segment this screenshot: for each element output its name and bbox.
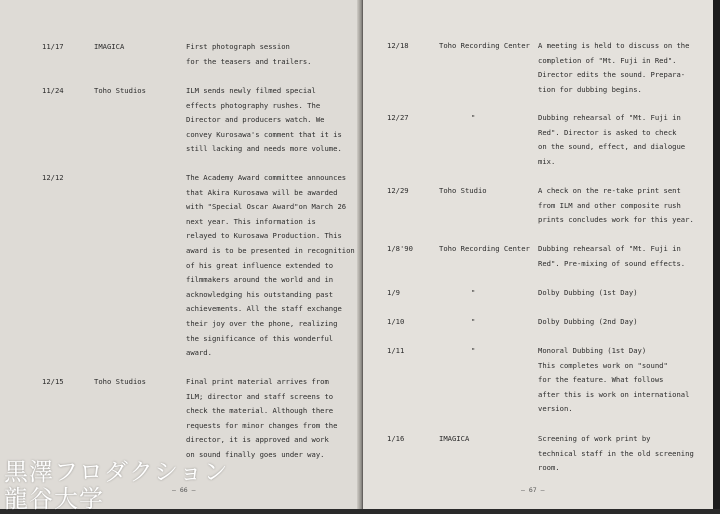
entry-description <box>538 39 689 97</box>
entry-description <box>538 286 638 301</box>
entry-description <box>186 84 342 157</box>
entry-description <box>538 242 685 271</box>
description-line: check the material. Although there <box>186 406 334 416</box>
description-line: next year. This information is <box>186 216 316 226</box>
entry-date: 12/27 <box>387 113 409 122</box>
entry-place: IMAGICA <box>94 42 125 51</box>
description-line: Screening of work print by <box>538 434 651 443</box>
description-line: their joy over the phone, realizing <box>186 318 338 328</box>
entry-place: Toho Studio <box>439 186 487 195</box>
watermark-ryukoku-university: 龍谷大学 <box>4 485 104 513</box>
description-line: after this is work on international <box>538 389 690 399</box>
description-line: that Akira Kurosawa will be awarded <box>186 187 338 197</box>
entry-date: 1/10 <box>387 317 405 326</box>
description-line: Red". Director is asked to check <box>538 127 677 137</box>
entry-date: 11/24 <box>42 86 64 95</box>
description-line: technical staff in the old screening <box>538 448 694 458</box>
entry-date: 12/15 <box>42 377 64 386</box>
description-line: Dolby Dubbing (2nd Day) <box>538 317 638 326</box>
entry-date: 1/9 <box>387 288 400 297</box>
description-line: filmmakers around the world and in <box>186 275 334 285</box>
description-line: Dolby Dubbing (1st Day) <box>538 288 638 297</box>
entry-date: 1/11 <box>387 346 405 355</box>
description-line: of his great influence extended to <box>186 260 334 270</box>
page-edge-shadow <box>713 0 720 509</box>
description-line: Dubbing rehearsal of "Mt. Fuji in <box>538 244 681 253</box>
description-line: ILM; director and staff screens to <box>186 391 334 401</box>
entry-description <box>186 375 337 463</box>
description-line: still lacking and needs more volume. <box>186 144 342 154</box>
description-line: Director edits the sound. Prepara- <box>538 70 686 80</box>
entry-date: 12/12 <box>42 173 64 182</box>
entry-place: " <box>471 346 476 355</box>
entry-date: 12/18 <box>387 41 409 50</box>
entry-description <box>538 184 694 228</box>
description-line: award is to be presented in recognition <box>186 245 355 255</box>
description-line: First photograph session <box>186 42 290 51</box>
description-line: This completes work on "sound" <box>538 360 668 370</box>
description-line: completion of "Mt. Fuji in Red". <box>538 55 677 65</box>
description-line: mix. <box>538 156 556 166</box>
left-page <box>0 0 360 509</box>
entry-place: " <box>471 288 476 297</box>
entry-place: Toho Studios <box>94 377 146 386</box>
description-line: Director and producers watch. We <box>186 115 325 125</box>
description-line: for the teasers and trailers. <box>186 56 312 66</box>
description-line: on sound finally goes under way. <box>186 449 325 459</box>
entry-date: 11/17 <box>42 42 64 51</box>
description-line: requests for minor changes from the <box>186 420 338 430</box>
entry-date: 1/16 <box>387 434 405 443</box>
right-page <box>363 0 720 509</box>
description-line: acknowledging his outstanding past <box>186 289 334 299</box>
description-line: Monoral Dubbing (1st Day) <box>538 346 647 355</box>
entry-description <box>186 171 355 361</box>
description-line: ILM sends newly filmed special <box>186 86 316 95</box>
entry-place: " <box>471 317 476 326</box>
description-line: Dubbing rehearsal of "Mt. Fuji in <box>538 113 681 122</box>
description-line: room. <box>538 463 560 473</box>
description-line: achievements. All the staff exchange <box>186 304 342 314</box>
description-line: A meeting is held to discuss on the <box>538 41 690 50</box>
description-line: Final print material arrives from <box>186 377 329 386</box>
entry-place: IMAGICA <box>439 434 470 443</box>
entry-description <box>538 344 689 417</box>
description-line: tion for dubbing begins. <box>538 84 642 94</box>
description-line: effects photography rushes. The <box>186 100 321 110</box>
entry-place: Toho Recording Center <box>439 244 530 253</box>
page-number-right: — 67 — <box>521 486 545 494</box>
description-line: prints concludes work for this year. <box>538 215 694 225</box>
description-line: version. <box>538 404 573 414</box>
description-line: A check on the re-take print sent <box>538 186 681 195</box>
description-line: award. <box>186 348 212 358</box>
entry-description <box>538 315 638 330</box>
description-line: with "Special Oscar Award"on March 26 <box>186 202 347 212</box>
description-line: the significance of this wonderful <box>186 333 334 343</box>
description-line: The Academy Award committee announces <box>186 173 347 182</box>
description-line: convey Kurosawa's comment that it is <box>186 129 342 139</box>
entry-description <box>538 111 685 169</box>
watermark-kurosawa-production: 黒澤フロダクション <box>4 458 229 486</box>
entry-place: Toho Studios <box>94 86 146 95</box>
description-line: from ILM and other composite rush <box>538 200 681 210</box>
page-number-left: — 66 — <box>172 486 196 494</box>
description-line: relayed to Kurosawa Production. This <box>186 231 342 241</box>
description-line: on the sound, effect, and dialogue <box>538 142 686 152</box>
entry-description <box>538 432 694 476</box>
description-line: Red". Pre-mixing of sound effects. <box>538 258 686 268</box>
entry-place: " <box>471 113 476 122</box>
entry-place: Toho Recording Center <box>439 41 530 50</box>
entry-date: 1/8'90 <box>387 244 413 253</box>
entry-date: 12/29 <box>387 186 409 195</box>
description-line: director, it is approved and work <box>186 435 329 445</box>
entry-description <box>186 40 312 69</box>
description-line: for the feature. What follows <box>538 375 664 385</box>
